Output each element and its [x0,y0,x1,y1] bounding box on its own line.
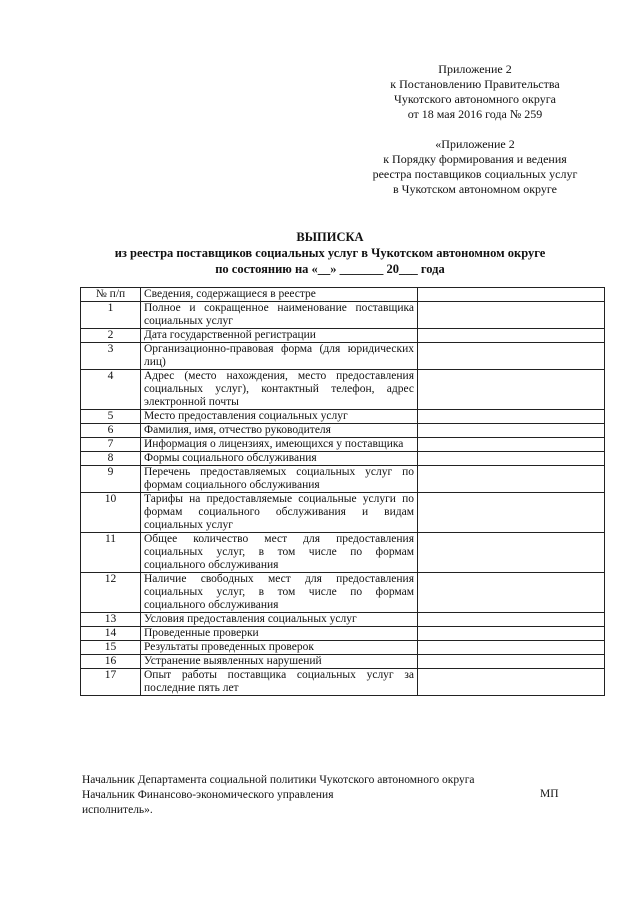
row-value [418,641,605,655]
header-line: «Приложение 2 [435,137,515,151]
header-line: к Порядку формирования и ведения [383,152,567,166]
table-row [81,669,605,696]
row-value [418,533,605,573]
table-row [81,655,605,669]
row-number: 11 [81,533,141,573]
header-appendix-block [350,62,600,122]
row-info: Перечень предоставляемых социальных услуг по формам социального обслуживания [141,466,418,493]
row-number: 14 [81,627,141,641]
header-line: от 18 мая 2016 года № 259 [407,107,543,121]
header-procedure-block [350,137,600,197]
row-info: Полное и сокращенное наименование поставщика социальных услуг [141,302,418,329]
row-value [418,343,605,370]
table-row [81,302,605,329]
table-row [81,613,605,627]
row-number: 1 [81,302,141,329]
header-line: Приложение 2 [438,62,512,76]
row-info: Опыт работы поставщика социальных услуг за последние пять лет [141,669,418,696]
row-info: Адрес (место нахождения, место предоставления социальных услуг), контактный телефон, адрес электронной почты [141,370,418,410]
stamp-place-label: МП [540,788,559,800]
row-number: 2 [81,329,141,343]
row-number: 6 [81,424,141,438]
row-value [418,466,605,493]
column-header-info: Сведения, содержащиеся в реестре [141,288,418,302]
row-info: Устранение выявленных нарушений [141,655,418,669]
table-row [81,410,605,424]
table-row [81,627,605,641]
table-row [81,493,605,533]
signature-line-finance-head: Начальник Финансово-экономического управления [82,789,334,801]
row-info: Дата государственной регистрации [141,329,418,343]
row-value [418,669,605,696]
document-date-line: по состоянию на «__» _______ 20___ года [215,262,445,276]
row-value [418,627,605,641]
row-number: 10 [81,493,141,533]
row-number: 5 [81,410,141,424]
row-number: 8 [81,452,141,466]
row-info: Место предоставления социальных услуг [141,410,418,424]
table-row [81,452,605,466]
row-info: Организационно-правовая форма (для юридических лиц) [141,343,418,370]
document-title: ВЫПИСКА [296,230,364,244]
row-value [418,410,605,424]
header-line: в Чукотском автономном округе [393,182,557,196]
row-value [418,493,605,533]
row-value [418,438,605,452]
table-row [81,329,605,343]
column-header-value [418,288,605,302]
registry-table [80,287,605,696]
header-line: Чукотского автономного округа [394,92,556,106]
row-info: Проведенные проверки [141,627,418,641]
column-header-number: № п/п [81,288,141,302]
table-row [81,641,605,655]
row-number: 16 [81,655,141,669]
table-row [81,466,605,493]
row-number: 9 [81,466,141,493]
row-info: Фамилия, имя, отчество руководителя [141,424,418,438]
row-info: Формы социального обслуживания [141,452,418,466]
table-header-row [81,288,605,302]
row-info: Тарифы на предоставляемые социальные услуги по формам социального обслуживания и видам социальных услуг [141,493,418,533]
row-value [418,613,605,627]
row-info: Общее количество мест для предоставления социальных услуг, в том числе по формам социального обслуживания [141,533,418,573]
row-value [418,424,605,438]
row-value [418,329,605,343]
row-number: 4 [81,370,141,410]
row-value [418,573,605,613]
row-number: 17 [81,669,141,696]
table-row [81,438,605,452]
row-info: Информация о лицензиях, имеющихся у поставщика [141,438,418,452]
header-line: реестра поставщиков социальных услуг [372,167,578,181]
row-number: 7 [81,438,141,452]
row-number: 12 [81,573,141,613]
row-value [418,655,605,669]
row-number: 3 [81,343,141,370]
row-value [418,370,605,410]
table-row [81,424,605,438]
executor-label: исполнитель». [82,804,153,816]
row-info: Наличие свободных мест для предоставления социальных услуг, в том числе по формам социального обслуживания [141,573,418,613]
document-subtitle: из реестра поставщиков социальных услуг в Чукотском автономном округе [114,246,546,260]
table-row [81,370,605,410]
row-number: 13 [81,613,141,627]
header-line: к Постановлению Правительства [390,77,560,91]
table-row [81,533,605,573]
table-row [81,343,605,370]
row-info: Результаты проведенных проверок [141,641,418,655]
signature-line-department-head: Начальник Департамента социальной политики Чукотского автономного округа [82,774,475,786]
table-row [81,573,605,613]
row-value [418,452,605,466]
row-info: Условия предоставления социальных услуг [141,613,418,627]
row-value [418,302,605,329]
row-number: 15 [81,641,141,655]
